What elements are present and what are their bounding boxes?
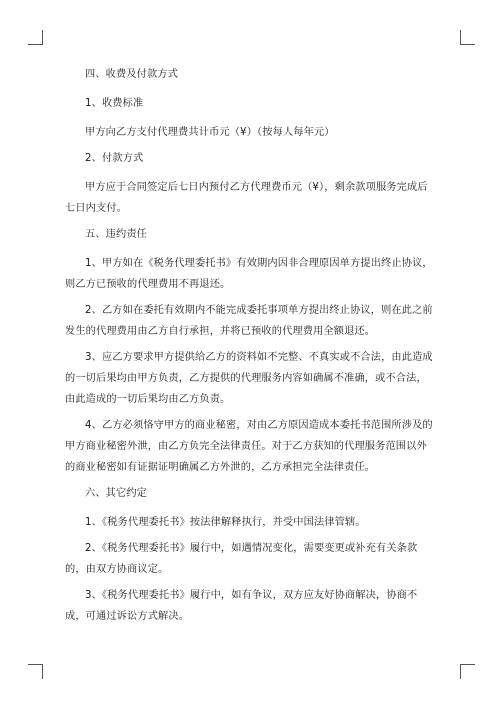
crop-mark-bottom-right bbox=[460, 664, 475, 679]
paragraph-other-3: 3、《税务代理委托书》履行中，如有争议，双方应友好协商解决，协商不成，可通过诉讼方式解决。 bbox=[65, 590, 418, 622]
section-heading-liability: 五、违约责任 bbox=[85, 229, 148, 240]
paragraph-liability-4: 4、乙方必须恪守甲方的商业秘密，对由乙方原因造成本委托书范围所涉及的甲方商业秘密外泄，由乙方负完全法律责任。对于乙方获知的代理服务范围以外的商业秘密如有证据证明确属乙方外泄的，乙方承担完全法律责任。 bbox=[65, 420, 433, 473]
crop-mark-top-right bbox=[460, 30, 475, 45]
paragraph-other-2: 2、《税务代理委托书》履行中，如遇情况变化，需要变更或补充有关条款的，由双方协商议定。 bbox=[65, 543, 418, 575]
paragraph-liability-1: 1、甲方如在《税务代理委托书》有效期内因非合理原因单方提出终止协议，则乙方已预收的代理费用不再退还。 bbox=[65, 258, 433, 290]
paragraph-liability-3: 3、应乙方要求甲方提供给乙方的资料如不完整、不真实或不合法，由此造成的一切后果均由甲方负责，乙方提供的代理服务内容如确属不准确，或不合法，由此造成的一切后果均由乙方负责。 bbox=[65, 352, 433, 405]
subheading-fee-standard: 1、收费标准 bbox=[85, 98, 144, 109]
crop-mark-top-left bbox=[28, 30, 43, 45]
paragraph-other-1: 1、《税务代理委托书》按法律解释执行，并受中国法律管辖。 bbox=[85, 517, 366, 528]
paragraph-payment-terms: 甲方应于合同签定后七日内预付乙方代理费币元（¥），剩余款项服务完成后七日内支付。 bbox=[65, 182, 428, 214]
document-body bbox=[65, 64, 437, 632]
subheading-payment-method: 2、付款方式 bbox=[85, 153, 144, 164]
section-heading-other: 六、其它约定 bbox=[85, 488, 148, 499]
paragraph-liability-2: 2、乙方如在委托有效期内不能完成委托事项单方提出终止协议，则在此之前发生的代理费用由乙方自行承担，并将已预收的代理费用全额退还。 bbox=[65, 305, 433, 337]
paragraph-fee-amount: 甲方向乙方支付代理费共计币元（¥）（按每人每年元） bbox=[85, 127, 335, 138]
crop-mark-bottom-left bbox=[28, 664, 43, 679]
section-heading-fees: 四、收费及付款方式 bbox=[85, 69, 179, 80]
